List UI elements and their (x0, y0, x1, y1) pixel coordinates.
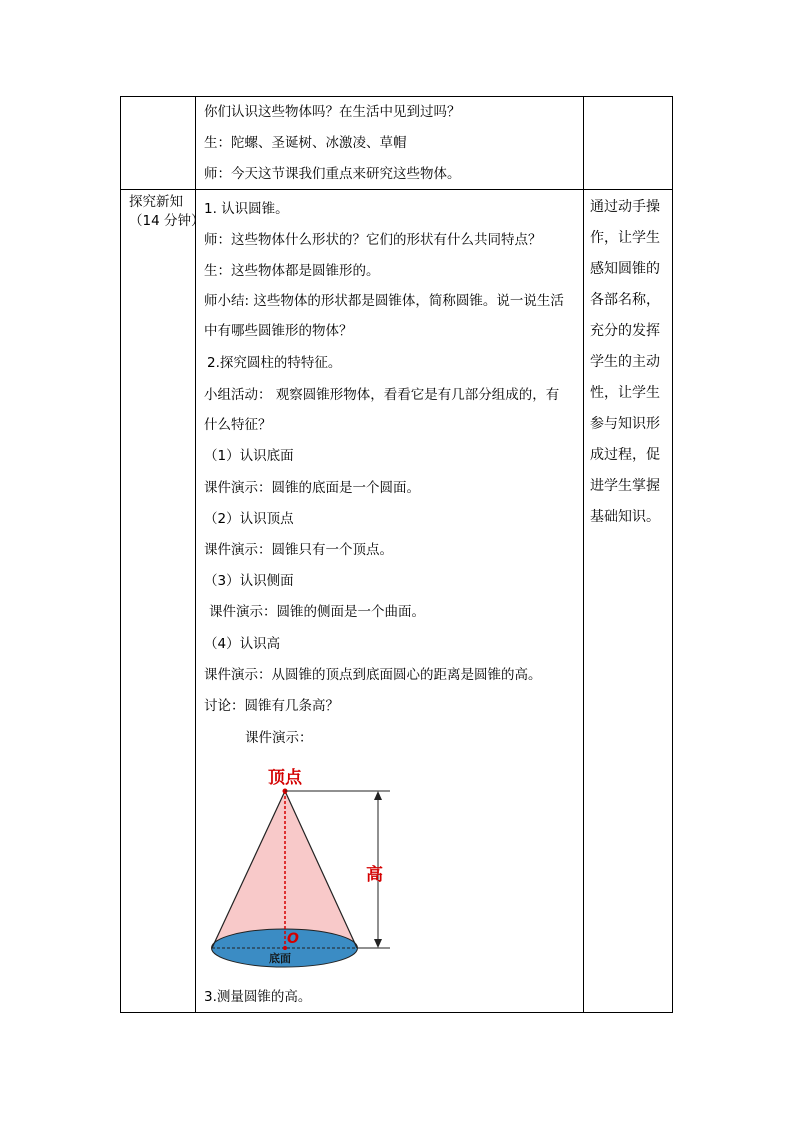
content-line: （4）认识高 (204, 636, 281, 652)
content-line: 什么特征？ (204, 417, 272, 433)
content-line: 师小结: 这些物体的形状都是圆锥体，简称圆锥。说一说生活 (204, 293, 564, 309)
design-intent-line: 成过程，促 (590, 447, 660, 463)
height-arrow-up (374, 791, 382, 800)
base-label: 底面 (269, 952, 291, 965)
design-intent-line: 参与知识形 (590, 416, 660, 432)
content-line: 课件演示： (245, 730, 313, 746)
content-line: （1）认识底面 (204, 448, 294, 464)
design-intent-line: 性，让学生 (590, 385, 660, 401)
stage-time: （14 分钟） (129, 213, 205, 229)
design-intent-line: 感知圆锥的 (590, 261, 660, 277)
content-line: 课件演示：圆锥只有一个顶点。 (204, 542, 393, 558)
apex-label: 顶点 (268, 768, 302, 788)
table-border-col1 (195, 96, 196, 1013)
design-intent-line: 通过动手操 (590, 199, 660, 215)
table-border-top (120, 96, 673, 97)
design-intent-line: 进学生掌握 (590, 478, 660, 494)
design-intent (590, 192, 670, 533)
design-intent-line: 学生的主动 (590, 354, 660, 370)
height-label: 高 (366, 865, 383, 885)
content-line: 生：这些物体都是圆锥形的。 (204, 263, 380, 279)
content-line: 2.探究圆柱的特特征。 (207, 355, 342, 371)
center-label: O (287, 931, 299, 947)
cone-diagram (200, 755, 410, 975)
stage-label: 探究新知 (129, 194, 183, 210)
content-line: 师：今天这节课我们重点来研究这些物体。 (204, 166, 461, 182)
content-line: （3）认识侧面 (204, 573, 294, 589)
content-line: 课件演示：圆锥的底面是一个圆面。 (204, 480, 420, 496)
cone-lateral-surface (212, 791, 357, 948)
design-intent-line: 基础知识。 (590, 509, 660, 525)
content-line: 生：陀螺、圣诞树、冰激凌、草帽 (204, 135, 407, 151)
content-line: 3.测量圆锥的高。 (204, 989, 312, 1005)
content-line: 中有哪些圆锥形的物体？ (204, 323, 353, 339)
table-border-col2 (583, 96, 584, 1013)
content-line: 师：这些物体什么形状的？它们的形状有什么共同特点？ (204, 232, 542, 248)
content-line: （2）认识顶点 (204, 511, 294, 527)
design-intent-line: 作，让学生 (590, 230, 660, 246)
content-line: 1. 认识圆锥。 (204, 201, 289, 217)
table-border-bottom (120, 1012, 673, 1013)
content-line: 你们认识这些物体吗？在生活中见到过吗？ (204, 104, 461, 120)
design-intent-line: 各部名称， (590, 292, 660, 308)
height-arrow-down (374, 939, 382, 948)
table-border-left (120, 96, 121, 1013)
table-border-right (672, 96, 673, 1013)
design-intent-line: 充分的发挥 (590, 323, 660, 339)
table-row-divider (120, 189, 673, 190)
content-line: 课件演示：圆锥的侧面是一个曲面。 (209, 604, 425, 620)
content-line: 课件演示：从圆锥的顶点到底面圆心的距离是圆锥的高。 (204, 667, 542, 683)
content-line: 小组活动： 观察圆锥形物体，看看它是有几部分组成的，有 (204, 387, 560, 403)
content-line: 讨论：圆锥有几条高？ (204, 698, 339, 714)
